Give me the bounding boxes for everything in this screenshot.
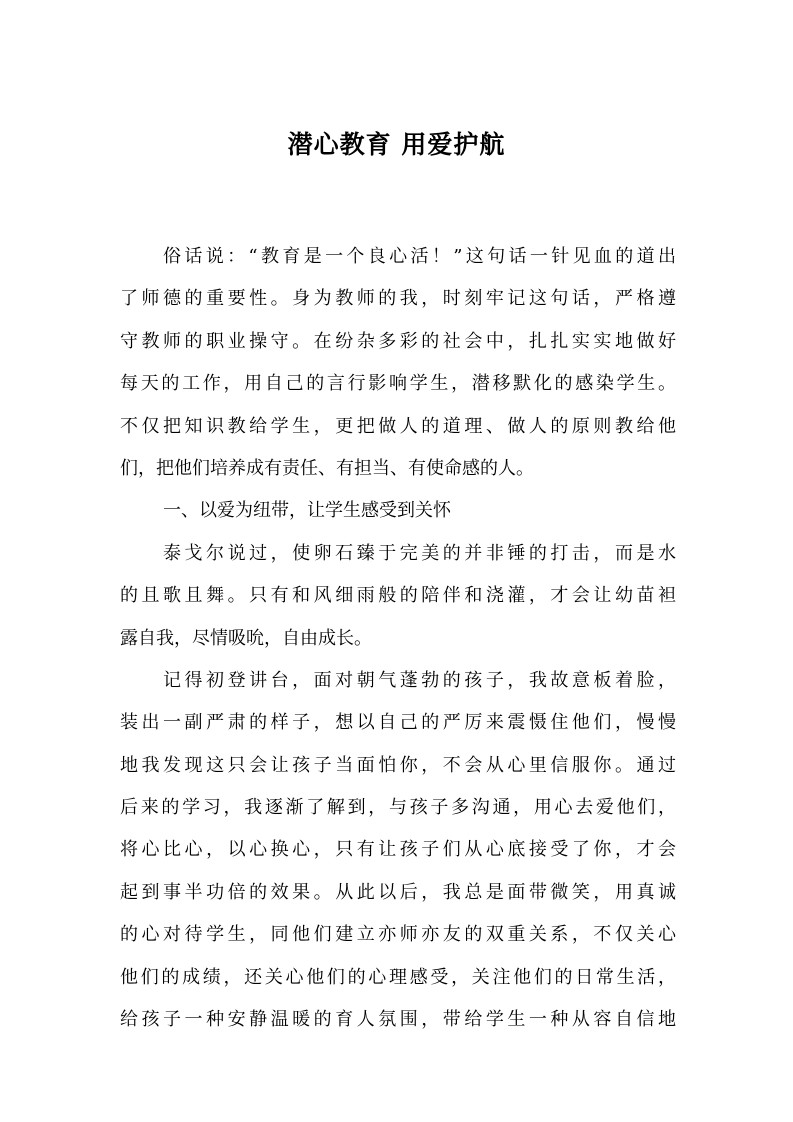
paragraph-line: 泰戈尔说过，使卵石臻于完美的并非锤的打击，而是水 — [163, 542, 676, 564]
paragraph-line: 起到事半功倍的效果。从此以后，我总是面带微笑，用真诚 — [120, 881, 676, 903]
paragraph-line: 的且歌且舞。只有和风细雨般的陪伴和浇灌，才会让幼苗袒 — [120, 585, 676, 607]
paragraph-line: 后来的学习，我逐渐了解到，与孩子多沟通，用心去爱他们， — [120, 797, 676, 819]
section-heading: 一、以爱为纽带，让学生感受到关怀 — [163, 500, 451, 522]
document-body — [120, 236, 676, 1041]
paragraph-line: 们，把他们培养成有责任、有担当、有使命感的人。 — [120, 457, 534, 479]
paragraph-line: 了师德的重要性。身为教师的我，时刻牢记这句话，严格遵 — [120, 288, 676, 310]
paragraph-line: 守教师的职业操守。在纷杂多彩的社会中，扎扎实实地做好 — [120, 330, 676, 352]
paragraph-line: 给孩子一种安静温暖的育人氛围，带给学生一种从容自信地 — [120, 1009, 676, 1031]
paragraph-line: 记得初登讲台，面对朝气蓬勃的孩子，我故意板着脸， — [163, 669, 676, 691]
paragraph-line: 装出一副严肃的样子，想以自己的严厉来震慑住他们，慢慢 — [120, 712, 676, 734]
paragraph-line: 每天的工作，用自己的言行影响学生，潜移默化的感染学生。 — [120, 373, 676, 395]
paragraph-line: 露自我，尽情吸吮，自由成长。 — [120, 627, 372, 649]
paragraph-line: 俗话说：“教育是一个良心活！”这句话一针见血的道出 — [163, 246, 676, 267]
paragraph-line: 不仅把知识教给学生，更把做人的道理、做人的原则教给他 — [120, 415, 676, 437]
paragraph-line: 他们的成绩，还关心他们的心理感受，关注他们的日常生活， — [120, 966, 676, 988]
paragraph-line: 的心对待学生，同他们建立亦师亦友的双重关系，不仅关心 — [120, 924, 676, 946]
paragraph-line: 地我发现这只会让孩子当面怕你，不会从心里信服你。通过 — [120, 754, 676, 776]
paragraph-line: 将心比心，以心换心，只有让孩子们从心底接受了你，才会 — [120, 839, 676, 861]
document-title: 潜心教育 用爱护航 — [287, 130, 506, 159]
